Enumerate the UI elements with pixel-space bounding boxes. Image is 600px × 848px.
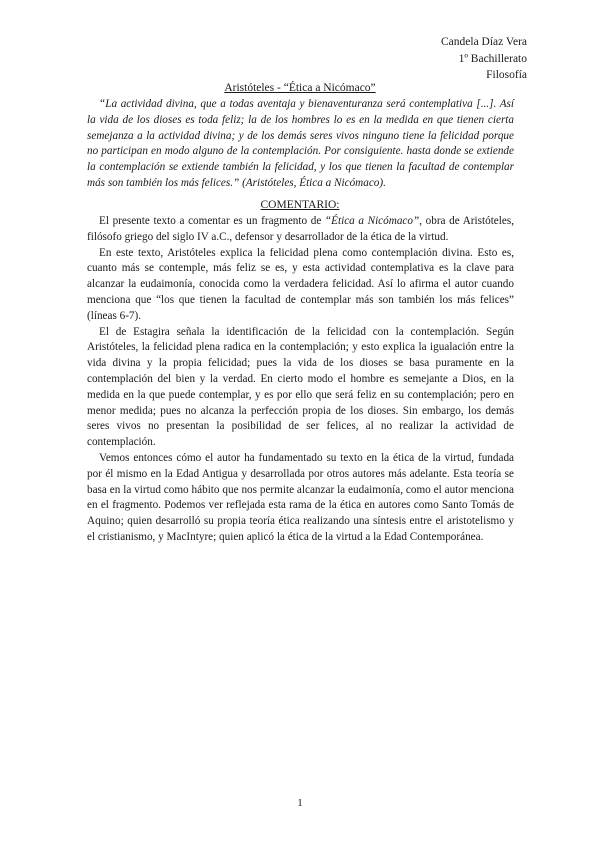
quoted-fragment: “La actividad divina, que a todas aventaja y bienaventuranza será contemplativa [...]. Así la vida de los dioses es toda feliz; la de los hombres lo es en la medida en que tienen cierta semejanza a la actividad divina; y de los demás seres vivos ninguno tiene la felicidad porque no participan en modo alguno de la contemplación. Por consiguiente. hasta donde se extiende la contemplación se extiende también la felicidad, y los que tienen la facultad de contemplar más son también los más felices.” (Aristóteles, Ética a Nicómaco). <box>87 98 514 189</box>
author-name: Candela Díaz Vera <box>441 36 527 48</box>
course-level: 1º Bachillerato <box>458 52 527 65</box>
subject-name: Filosofía <box>486 69 527 81</box>
paragraph-1 <box>87 214 514 246</box>
paragraph-1-end: , obra de Aristóteles, filósofo griego del siglo IV a.C., defensor y desarrollador de la ética de la virtud. <box>87 215 514 243</box>
page-number: 1 <box>297 797 303 809</box>
paragraph-3: El de Estagira señala la identificación de la felicidad con la contemplación. Según Aristóteles, la felicidad plena radica en la contemplación; y esto explica la igualación entre la vida divina y la propia felicidad; pues la vida de los dioses se basa puramente en la contemplación del bien y la verdad. En cierto modo el hombre es semejante a Dios, en la medida en la que puede contemplar, y es por ello que será feliz en su contemplación; pero en menor medida; pues no alcanza la perfección propia de los dioses. Sin embargo, los demás seres vivos no presentan la posibilidad de ser felices, al no realizar la actividad de contemplación. <box>87 325 514 449</box>
header-block <box>441 34 527 84</box>
commentary-body <box>87 214 514 546</box>
comment-heading: COMENTARIO: <box>260 199 340 211</box>
document-title: Aristóteles - “Ética a Nicómaco” <box>224 82 376 94</box>
paragraph-4: Vemos entonces cómo el autor ha fundamentado su texto en la ética de la virtud, fundada por él mismo en la Edad Antigua y desarrollada por otros autores más adelante. Esta teoría se basa en la virtud como hábito que nos permite alcanzar la eudaimonía, como el autor menciona en el fragmento. Podemos ver reflejada esta rama de la ética en autores como Santo Tomás de Aquino; quien desarrolló su propia teoría ética realizando una síntesis entre el aristotelismo y el cristianismo, y MacIntyre; quien aplicó la ética de la virtud a la Edad Contemporánea. <box>87 451 514 543</box>
paragraph-1-start: El presente texto a comentar es un fragmento de <box>99 215 325 227</box>
paragraph-2: En este texto, Aristóteles explica la felicidad plena como contemplación divina. Esto es, cuanto más se contemple, más feliz se es, y esta actividad contemplativa es la clave para alcanzar la eudaimonía, conocida como la verdadera felicidad. Así lo afirma el autor cuando menciona que “los que tienen la facultad de contemplar más son también los más felices” (líneas 6-7). <box>87 246 514 322</box>
work-title: “Ética a Nicómaco” <box>324 215 420 227</box>
